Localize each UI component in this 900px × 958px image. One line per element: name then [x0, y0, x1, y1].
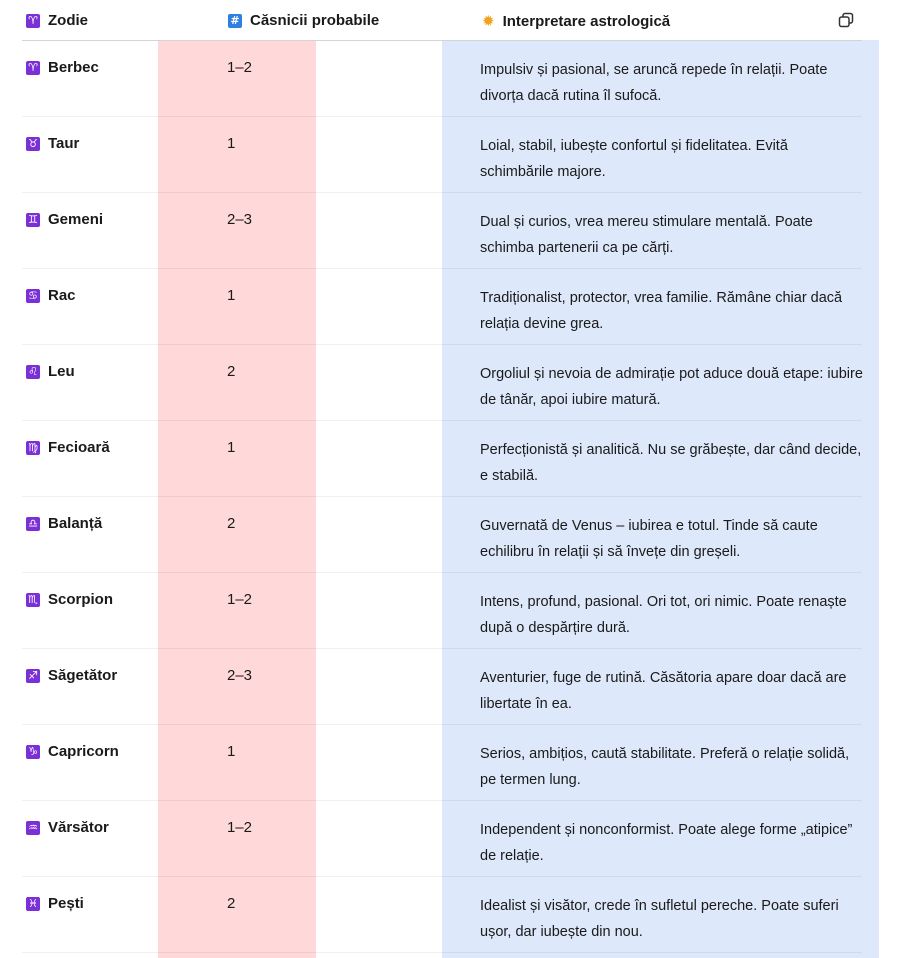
zodiac-sign-icon: ♏	[26, 593, 40, 607]
table-row	[22, 877, 862, 953]
zodiac-sign-icon: ♍	[26, 441, 40, 455]
interpretation-text: Aventurier, fuge de rutină. Căsătoria apare doar dacă are libertate în ea.	[480, 670, 847, 712]
marriage-count: 1	[227, 287, 236, 304]
sign-cell	[26, 667, 117, 684]
interpretation-text: Perfecționistă și analitică. Nu se grăbește, dar când decide, e stabilă.	[480, 442, 862, 484]
sign-name: Pești	[48, 895, 84, 912]
sign-cell	[26, 591, 113, 608]
marriage-count: 2	[227, 515, 236, 532]
sign-cell	[26, 211, 103, 228]
zodiac-sign-icon: ♑	[26, 745, 40, 759]
header-zodie-label: Zodie	[48, 12, 88, 29]
table-header	[22, 0, 862, 41]
sign-cell	[26, 363, 75, 380]
table-row	[22, 649, 862, 725]
zodiac-sign-icon: ♎	[26, 517, 40, 531]
sign-cell	[26, 819, 109, 836]
zodiac-sign-icon: ♋	[26, 289, 40, 303]
marriage-count: 1–2	[227, 819, 253, 836]
sign-cell	[26, 287, 76, 304]
copy-icon[interactable]	[838, 12, 854, 28]
table-row	[22, 117, 862, 193]
sign-name: Gemeni	[48, 211, 104, 228]
zodiac-sign-icon: ♐	[26, 669, 40, 683]
zodiac-sign-icon: ♊	[26, 213, 40, 227]
table-row	[22, 573, 862, 649]
aries-icon: ♈	[26, 14, 40, 28]
sign-name: Leu	[48, 363, 75, 380]
marriage-count: 2–3	[227, 211, 253, 228]
sign-name: Capricorn	[48, 743, 119, 760]
interpretation-text: Intens, profund, pasional. Ori tot, ori nimic. Poate renaște după o despărțire dură.	[480, 594, 847, 636]
table-row	[22, 269, 862, 345]
marriage-count: 1–2	[227, 591, 253, 608]
sun-icon: ✹	[482, 12, 495, 30]
table-row	[22, 421, 862, 497]
marriage-count: 1	[227, 135, 236, 152]
sign-name: Taur	[48, 135, 80, 152]
table-row	[22, 41, 862, 117]
header-interpretare	[482, 12, 670, 30]
sign-name: Rac	[48, 287, 76, 304]
interpretation-text: Independent și nonconformist. Poate alege forme „atipice” de relație.	[480, 822, 853, 864]
marriage-count: 2–3	[227, 667, 253, 684]
table-row	[22, 345, 862, 421]
header-casnicii	[228, 12, 379, 29]
header-casnicii-label: Căsnicii probabile	[250, 12, 380, 29]
sign-name: Scorpion	[48, 591, 114, 608]
sign-name: Fecioară	[48, 439, 110, 456]
sign-cell	[26, 135, 79, 152]
marriage-count: 1	[227, 439, 236, 456]
zodiac-sign-icon: ♌	[26, 365, 40, 379]
sign-cell	[26, 515, 102, 532]
marriage-count: 2	[227, 363, 236, 380]
interpretation-text: Impulsiv și pasional, se aruncă repede în relații. Poate divorța dacă rutina îl sufocă.	[480, 62, 828, 104]
table-row	[22, 497, 862, 573]
sign-cell	[26, 59, 99, 76]
marriage-count: 2	[227, 895, 236, 912]
sign-name: Berbec	[48, 59, 99, 76]
interpretation-text: Tradiționalist, protector, vrea familie. Rămâne chiar dacă relația devine grea.	[480, 290, 843, 332]
marriage-count: 1–2	[227, 59, 253, 76]
counter-icon: #	[228, 14, 242, 28]
zodiac-sign-icon: ♒	[26, 821, 40, 835]
table-body	[22, 41, 862, 953]
interpretation-text: Orgoliul și nevoia de admirație pot aduce două etape: iubire de tânăr, apoi iubire matură.	[480, 366, 863, 408]
sign-cell	[26, 743, 119, 760]
zodiac-sign-icon: ♓	[26, 897, 40, 911]
sign-name: Săgetător	[48, 667, 118, 684]
table-row	[22, 725, 862, 801]
interpretation-text: Loial, stabil, iubește confortul și fidelitatea. Evită schimbările majore.	[480, 138, 788, 180]
header-zodie	[26, 12, 88, 29]
sign-name: Vărsător	[48, 819, 109, 836]
interpretation-text: Serios, ambițios, caută stabilitate. Preferă o relație solidă, pe termen lung.	[480, 746, 850, 788]
table-row	[22, 193, 862, 269]
sign-name: Balanță	[48, 515, 103, 532]
sign-cell	[26, 439, 110, 456]
marriage-count: 1	[227, 743, 236, 760]
zodiac-sign-icon: ♉	[26, 137, 40, 151]
header-interpretare-label: Interpretare astrologică	[502, 12, 671, 30]
interpretation-text: Dual și curios, vrea mereu stimulare mentală. Poate schimba partenerii ca pe cărți.	[480, 214, 813, 256]
zodiac-sign-icon: ♈	[26, 61, 40, 75]
sign-cell	[26, 895, 84, 912]
table-row	[22, 801, 862, 877]
interpretation-text: Guvernată de Venus – iubirea e totul. Tinde să caute echilibru în relații și să învețe din greșeli.	[480, 518, 818, 560]
interpretation-text: Idealist și visător, crede în sufletul pereche. Poate suferi ușor, dar iubește din nou.	[480, 898, 839, 940]
